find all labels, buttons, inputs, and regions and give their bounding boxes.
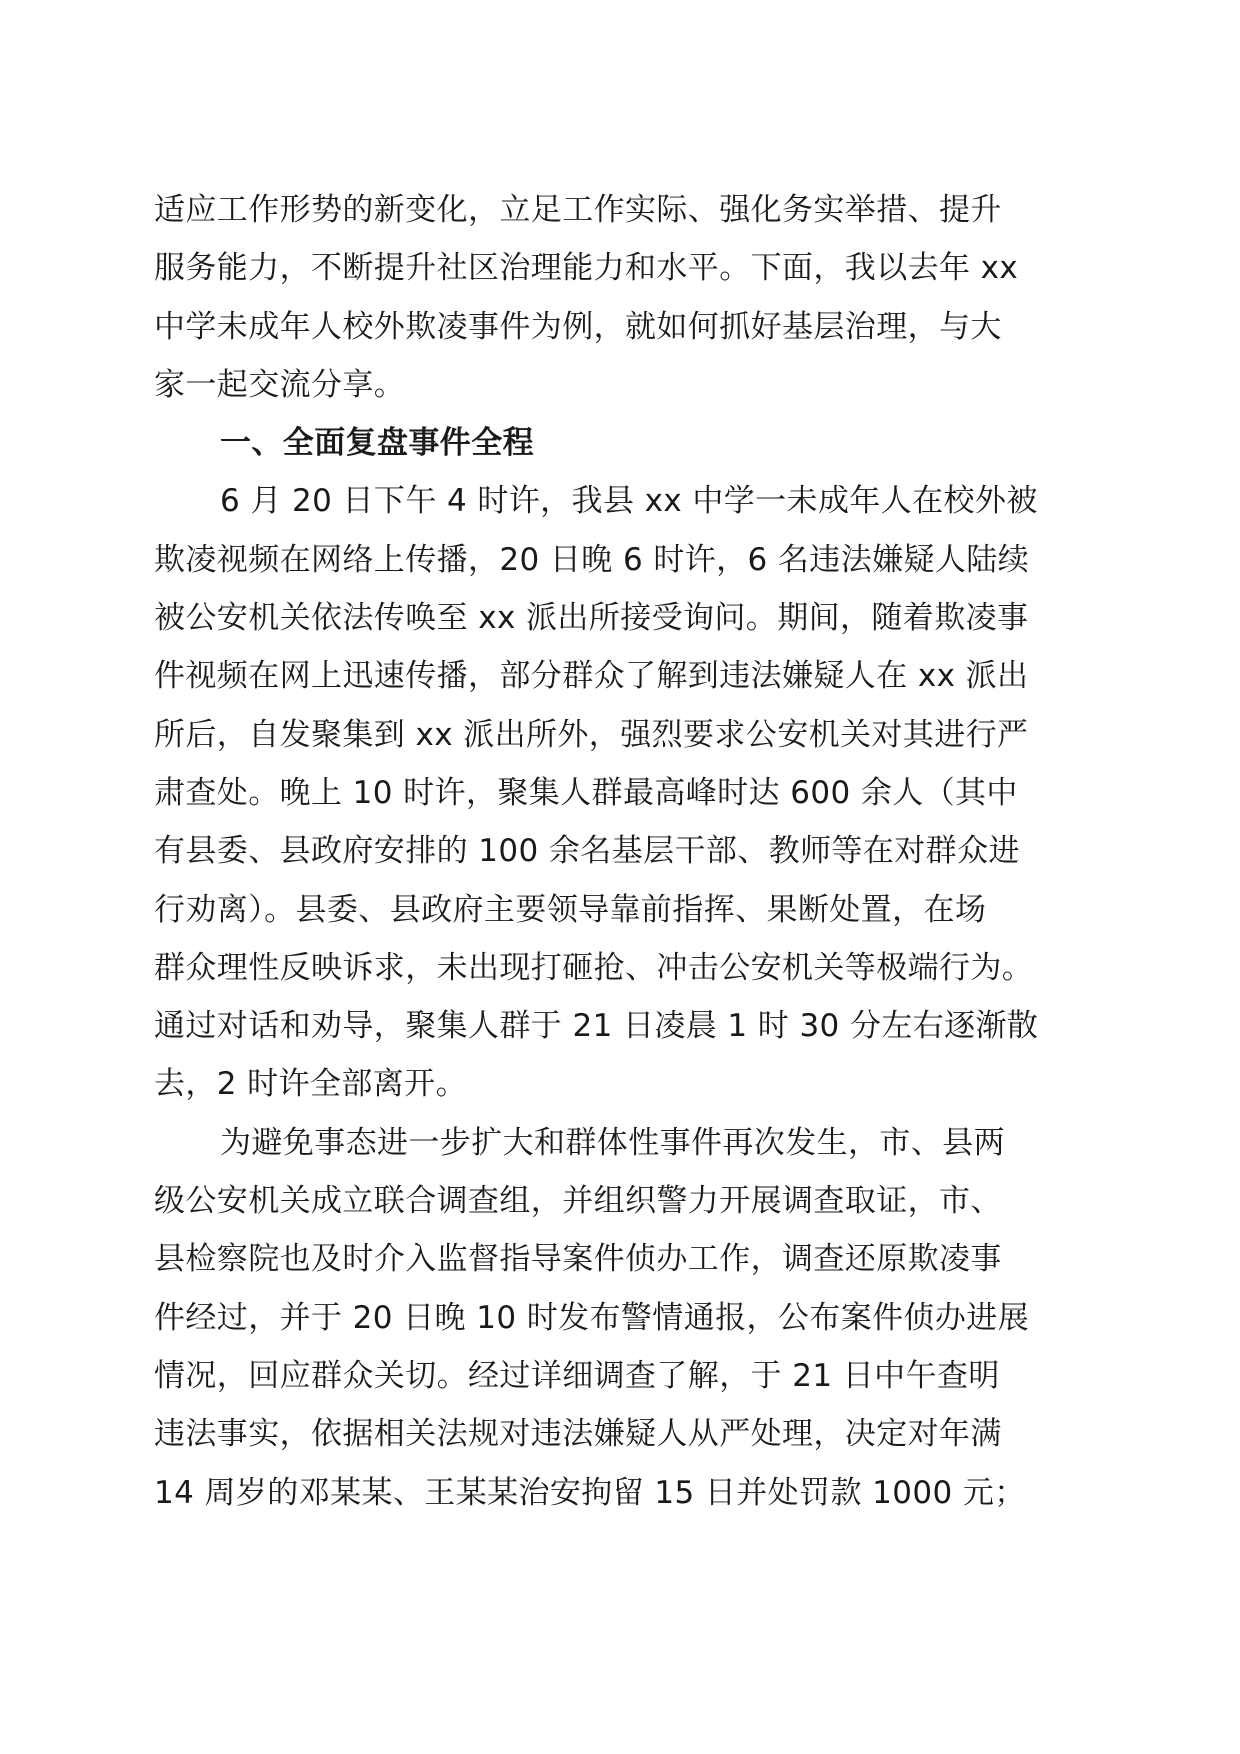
paragraph-intro-line: 适应工作形势的新变化，立足工作实际、强化务实举措、提升 [154,192,1002,228]
paragraph-intro-line: 服务能力，不断提升社区治理能力和水平。下面，我以去年 xx [154,250,1019,287]
document-body [154,181,1086,1522]
paragraph-event-line: 行劝离）。县委、县政府主要领导靠前指挥、果断处置，在场 [154,891,987,928]
paragraph-event-line: 件视频在网上迅速传播，部分群众了解到违法嫌疑人在 xx 派出 [154,658,1029,695]
paragraph-event-line: 通过对话和劝导，聚集人群于 21 日凌晨 1 时 30 分左右逐渐散 [154,1008,1039,1045]
paragraph-investigation-line: 县检察院也及时介入监督指导案件侦办工作，调查还原欺凌事 [154,1241,1002,1278]
paragraph-event-line: 去，2 时许全部离开。 [154,1066,467,1103]
paragraph-investigation-line: 违法事实，依据相关法规对违法嫌疑人从严处理，决定对年满 [154,1416,1002,1453]
section-heading: 一、全面复盘事件全程 [220,425,534,462]
paragraph-intro-line: 家一起交流分享。 [154,366,406,403]
paragraph-event-line: 肃查处。晚上 10 时许，聚集人群最高峰时达 600 余人（其中 [154,774,1018,811]
paragraph-event-line: 6 月 20 日下午 4 时许，我县 xx 中学一未成年人在校外被 [220,483,1038,520]
paragraph-event-line: 群众理性反映诉求，未出现打砸抢、冲击公安机关等极端行为。 [154,949,1034,986]
paragraph-event-line: 有县委、县政府安排的 100 余名基层干部、教师等在对群众进 [154,833,1020,870]
paragraph-investigation-line: 14 周岁的邓某某、王某某治安拘留 15 日并处罚款 1000 元； [154,1474,1026,1511]
paragraph-event-line: 被公安机关依法传唤至 xx 派出所接受询问。期间，随着欺凌事 [154,600,1029,637]
paragraph-investigation-line: 为避免事态进一步扩大和群体性事件再次发生，市、县两 [220,1124,1005,1161]
paragraph-event-line: 所后，自发聚集到 xx 派出所外，强烈要求公安机关对其进行严 [154,716,1029,753]
paragraph-event-line: 欺凌视频在网络上传播，20 日晚 6 时许，6 名违法嫌疑人陆续 [154,541,1030,578]
paragraph-investigation-line: 情况，回应群众关切。经过详细调查了解，于 21 日中午查明 [154,1357,1000,1394]
paragraph-investigation-line: 件经过，并于 20 日晚 10 时发布警情通报，公布案件侦办进展 [154,1299,1030,1336]
paragraph-intro-line: 中学未成年人校外欺凌事件为例，就如何抓好基层治理，与大 [154,308,1002,345]
paragraph-investigation-line: 级公安机关成立联合调查组，并组织警力开展调查取证，市、 [154,1183,1002,1220]
